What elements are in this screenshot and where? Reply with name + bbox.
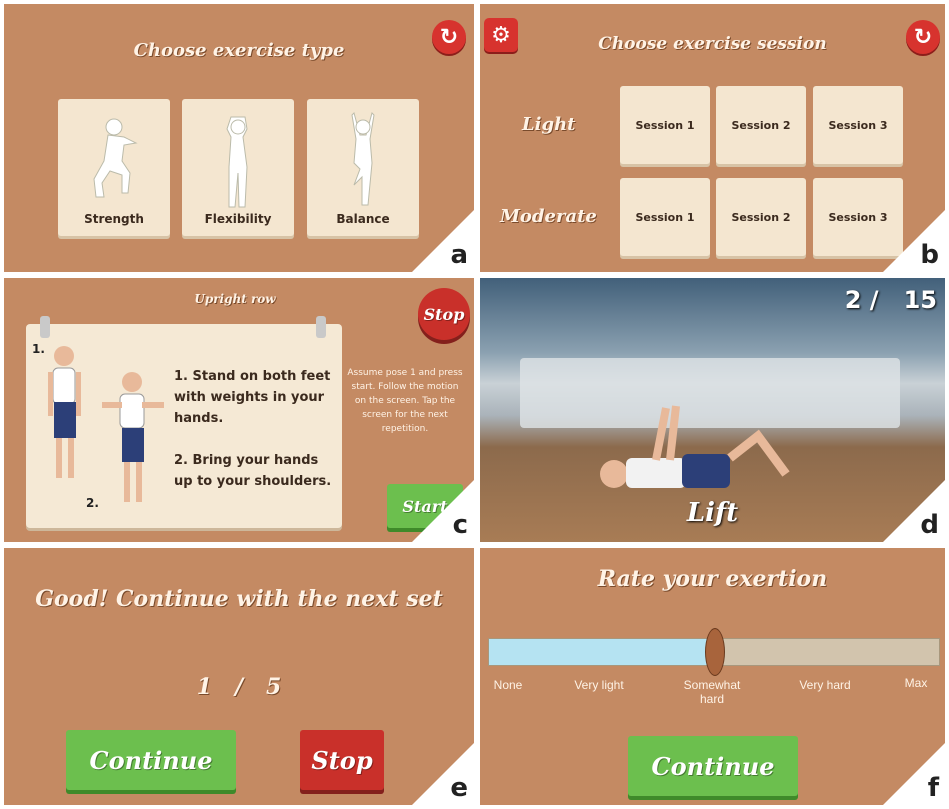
- panel-e-set-complete: [4, 548, 474, 805]
- balance-card[interactable]: [307, 99, 419, 236]
- page-title: Choose exercise session: [598, 34, 827, 54]
- scale-label-max: Max: [904, 676, 928, 690]
- panel-a-exercise-type: [4, 4, 474, 272]
- session-label: Session 2: [731, 119, 791, 132]
- flexibility-card[interactable]: [182, 99, 294, 236]
- reload-icon[interactable]: ↻: [906, 20, 940, 54]
- continue-button[interactable]: Continue: [628, 736, 798, 796]
- card-label: Balance: [336, 212, 390, 226]
- page-title: Good! Continue with the next set: [35, 586, 443, 612]
- instruction-card: [26, 324, 342, 528]
- panel-letter: c: [452, 510, 468, 540]
- squat-silhouette-icon: [84, 113, 144, 213]
- stop-button[interactable]: Stop: [418, 288, 470, 340]
- panel-f-rate-exertion: [480, 548, 945, 805]
- moderate-session-1[interactable]: [620, 178, 710, 256]
- scale-label-somewhat-hard: Somewhat hard: [683, 678, 741, 706]
- session-label: Session 3: [828, 119, 888, 132]
- pin-left: [40, 316, 50, 338]
- continue-button[interactable]: Continue: [66, 730, 236, 790]
- elderly-man-pose1-icon: [40, 342, 90, 492]
- exercise-title: Upright row: [194, 292, 276, 306]
- slider-fill: [489, 639, 714, 665]
- elderly-man-pose2-icon: [98, 368, 168, 518]
- reload-icon[interactable]: ↻: [432, 20, 466, 54]
- light-row-label: Light: [522, 114, 576, 135]
- strength-card[interactable]: [58, 99, 170, 236]
- slider-handle[interactable]: [705, 628, 725, 676]
- panel-c-instructions: [4, 278, 474, 542]
- panel-letter: f: [927, 773, 939, 803]
- exertion-slider[interactable]: [488, 638, 940, 666]
- balance-silhouette-icon: [338, 105, 388, 215]
- scale-label-very-light: Very light: [574, 678, 624, 692]
- panel-letter: e: [450, 773, 468, 803]
- page-title: Rate your exertion: [597, 566, 828, 592]
- scale-label-none: None: [493, 678, 523, 692]
- set-counter: 1 / 5: [196, 674, 282, 700]
- panel-letter: d: [920, 510, 939, 540]
- step-2-text: 2. Bring your hands up to your shoulders.: [174, 453, 332, 489]
- panel-d-exercise-video[interactable]: [480, 278, 945, 542]
- side-instructions: Assume pose 1 and press start. Follow the motion on the screen. Tap the screen for the next repetition.: [347, 368, 463, 434]
- light-session-3[interactable]: [813, 86, 903, 164]
- step-1-text: 1. Stand on both feet with weights in your hands.: [174, 369, 331, 426]
- light-session-2[interactable]: [716, 86, 806, 164]
- gear-icon[interactable]: ⚙: [484, 18, 518, 52]
- card-label: Flexibility: [204, 212, 272, 226]
- pose1-label: 1.: [32, 342, 45, 356]
- moderate-row-label: Moderate: [500, 206, 597, 227]
- card-label: Strength: [84, 212, 144, 226]
- session-label: Session 2: [731, 211, 791, 224]
- pose2-label: 2.: [86, 496, 99, 510]
- stop-button[interactable]: Stop: [300, 730, 384, 790]
- motion-caption: Lift: [686, 498, 739, 528]
- start-button[interactable]: Start: [387, 484, 463, 528]
- panel-b-exercise-session: [480, 4, 945, 272]
- stretch-silhouette-icon: [213, 107, 263, 217]
- session-label: Session 3: [828, 211, 888, 224]
- session-label: Session 1: [635, 119, 695, 132]
- pin-right: [316, 316, 326, 338]
- moderate-session-2[interactable]: [716, 178, 806, 256]
- scale-label-very-hard: Very hard: [799, 678, 851, 692]
- panel-letter: b: [920, 240, 939, 270]
- panel-letter: a: [450, 240, 468, 270]
- repetition-counter: 2 / 15: [844, 286, 937, 314]
- session-label: Session 1: [635, 211, 695, 224]
- light-session-1[interactable]: [620, 86, 710, 164]
- page-title: Choose exercise type: [133, 40, 345, 61]
